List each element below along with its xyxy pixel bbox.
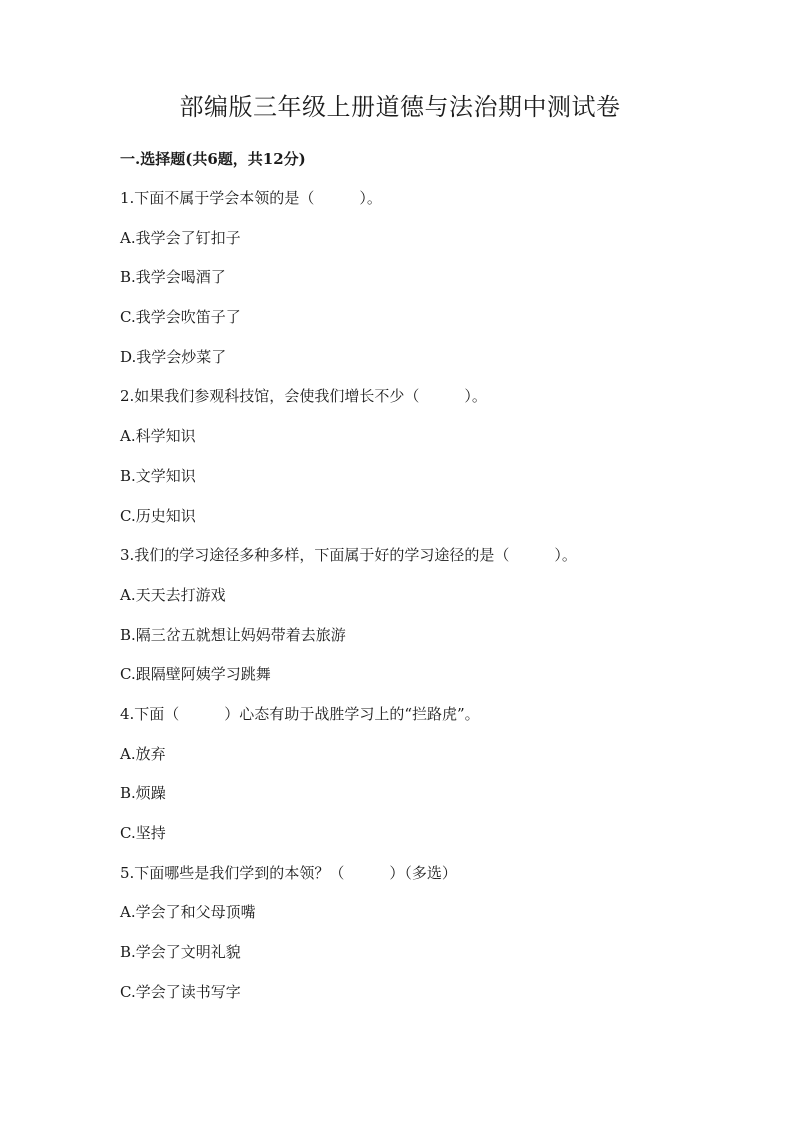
option-line: B.学会了文明礼貌	[120, 943, 241, 962]
option-line: D.我学会炒菜了	[120, 347, 227, 366]
option-line: B.隔三岔五就想让妈妈带着去旅游	[120, 625, 346, 644]
question-list	[120, 187, 720, 1020]
question-line: 1.下面不属于学会本领的是（ ）。	[120, 189, 382, 207]
option-line: B.文学知识	[120, 466, 196, 485]
option-line: C.学会了读书写字	[120, 982, 241, 1001]
option-line: C.跟隔壁阿姨学习跳舞	[120, 665, 271, 684]
option-line: A.科学知识	[120, 427, 196, 446]
page-title: 部编版三年级上册道德与法治期中测试卷	[179, 93, 621, 121]
question-line: 3.我们的学习途径多种多样，下面属于好的学习途径的是（ ）。	[120, 546, 577, 565]
option-line: B.烦躁	[120, 784, 166, 803]
question-line: 5.下面哪些是我们学到的本领？（ ）（多选）	[120, 863, 457, 882]
option-line: A.学会了和父母顶嘴	[120, 903, 256, 922]
option-line: C.我学会吹笛子了	[120, 308, 241, 327]
option-line: A.我学会了钉扣子	[120, 228, 241, 247]
option-line: A.放弃	[120, 744, 166, 763]
question-line: 4.下面（ ）心态有助于战胜学习上的“拦路虎”。	[120, 704, 480, 723]
option-line: C.坚持	[120, 824, 166, 842]
option-line: A.天天去打游戏	[120, 585, 226, 604]
question-line: 2.如果我们参观科技馆，会使我们增长不少（ ）。	[120, 387, 487, 406]
section-heading: 一.选择题(共6题，共12分)	[120, 150, 306, 168]
option-line: B.我学会喝酒了	[120, 268, 226, 287]
option-line: C.历史知识	[120, 506, 196, 525]
